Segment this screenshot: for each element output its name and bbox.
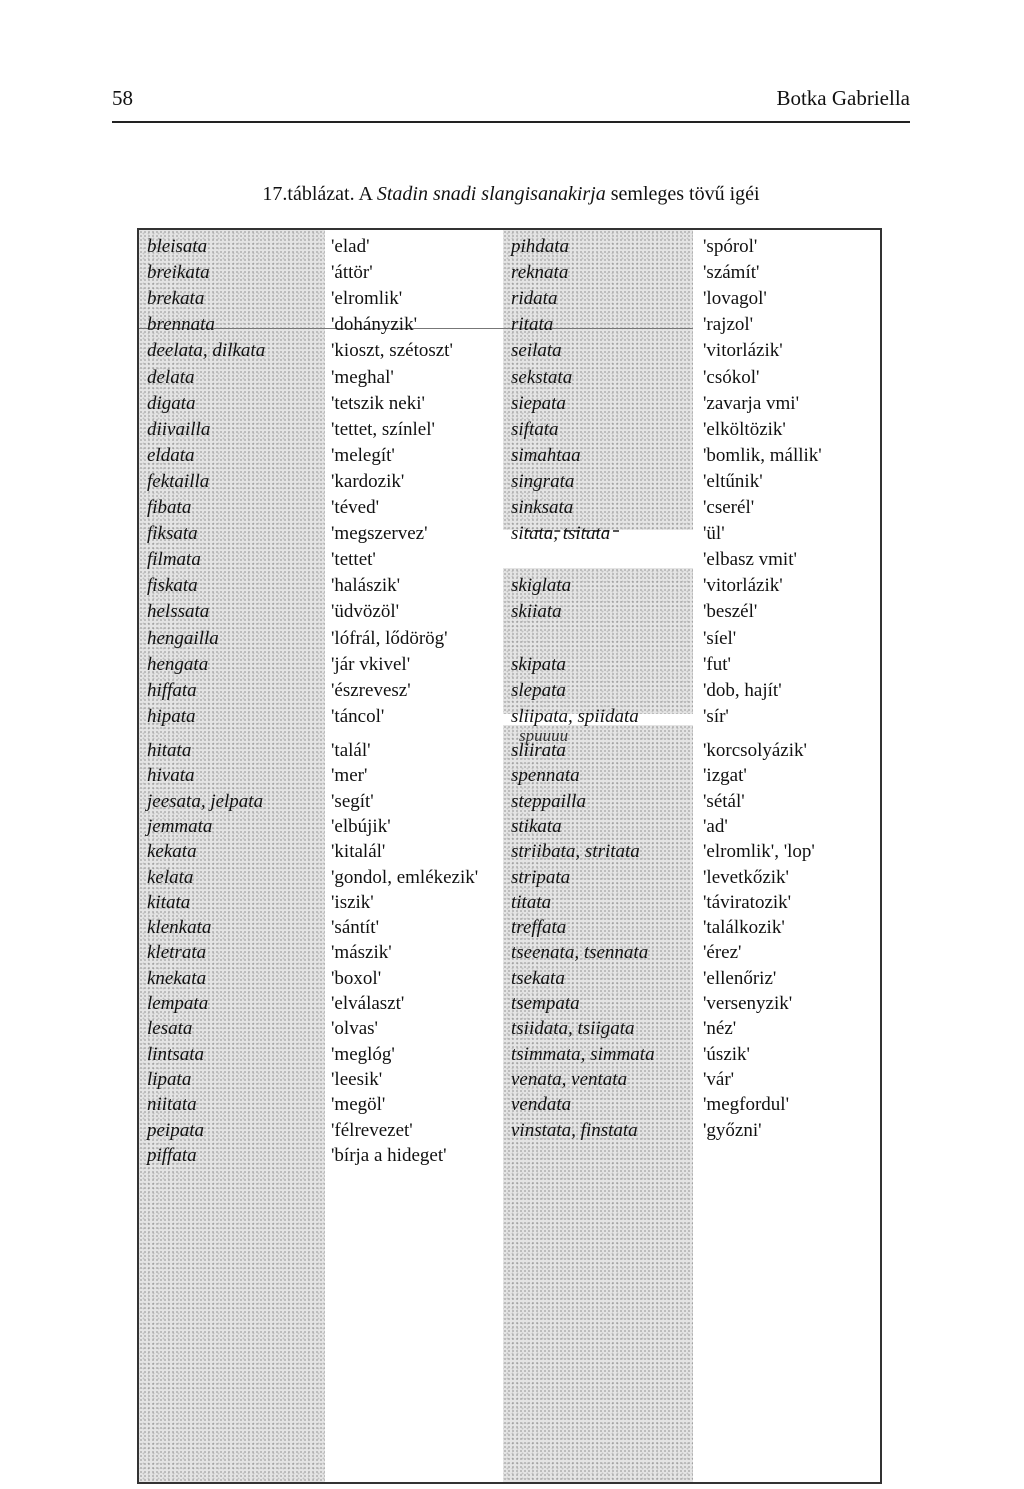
slang-verb: klenkata [147, 917, 212, 939]
verb-meaning: 'melegít' [331, 444, 395, 466]
verb-meaning: 'tetszik neki' [331, 392, 425, 414]
slang-verb: kekata [147, 841, 197, 863]
slang-verb: sinksata [511, 497, 574, 518]
slang-verb: brennata [147, 314, 215, 336]
verb-meaning: 'kitalál' [331, 841, 386, 863]
verb-meaning: 'dohányzik' [331, 314, 417, 336]
slang-verb: lempata [147, 993, 209, 1014]
slang-verb: kitata [147, 891, 191, 913]
verb-meaning: 'megszervez' [331, 523, 428, 545]
slang-verb: hipata [147, 705, 196, 727]
table-caption [112, 183, 910, 206]
slang-verb: vinstata, finstata [511, 1119, 638, 1141]
verb-meaning: 'úszik' [703, 1043, 750, 1065]
slang-verb: digata [147, 392, 196, 414]
slang-verb: lintsata [147, 1043, 205, 1065]
slang-verb: peipata [147, 1119, 204, 1141]
slang-verb: sliirata [511, 740, 566, 761]
verb-meaning: 'bomlik, mállik' [703, 444, 822, 466]
verb-meaning: 'téved' [331, 497, 379, 518]
slang-verb: tsiidata, tsiigata [511, 1018, 635, 1040]
verb-meaning: 'vár' [703, 1068, 735, 1090]
slang-verb: knekata [147, 967, 207, 989]
slang-verb: ridata [511, 288, 558, 310]
slang-verb: hengailla [147, 627, 219, 649]
slang-verb: ritata [511, 314, 554, 336]
verb-meaning: 'észrevesz' [331, 679, 411, 701]
verb-meaning: 'ellenőriz' [703, 967, 777, 989]
verb-meaning: 'meglóg' [331, 1043, 395, 1065]
slang-verb: stikata [511, 815, 562, 837]
slang-verb: brekata [147, 288, 205, 310]
verb-meaning: 'elbasz vmit' [703, 549, 797, 571]
verb-table [137, 228, 882, 1484]
caption-suffix: semleges tövű igéi [605, 183, 760, 205]
slang-verb: fibata [147, 497, 192, 518]
slang-verb: venata, ventata [511, 1068, 628, 1090]
slang-verb: reknata [511, 262, 569, 284]
verb-meaning: 'segít' [331, 790, 374, 812]
verb-meaning: 'iszik' [331, 891, 374, 913]
verb-meaning: 'számít' [703, 262, 760, 284]
slang-verb: fektailla [147, 470, 210, 492]
slang-verb: piffata [147, 1144, 197, 1166]
slang-verb: hengata [147, 653, 209, 675]
verb-meaning: 'lovagol' [703, 288, 767, 310]
slang-verb: pihdata [511, 236, 570, 257]
slang-verb: sekstata [511, 366, 573, 388]
verb-meaning: 'levetkőzik' [703, 866, 789, 888]
verb-meaning: 'boxol' [331, 967, 382, 989]
slang-verb: vendata [511, 1094, 572, 1116]
slang-verb: lipata [147, 1068, 192, 1090]
verb-meaning: 'ül' [703, 523, 725, 545]
page-header [112, 86, 910, 116]
slang-verb: steppailla [511, 790, 586, 812]
verb-meaning: 'elköltözik' [703, 418, 786, 440]
slang-verb: deelata, dilkata [147, 340, 266, 362]
slang-verb: striibata, stritata [511, 841, 640, 863]
overprint-fragment: spuuuu [519, 726, 569, 745]
slang-verb: skipata [511, 653, 566, 675]
slang-verb: hivata [147, 765, 195, 787]
verb-meaning: 'jár vkivel' [331, 653, 411, 675]
slang-verb: simahtaa [511, 444, 581, 466]
verb-meaning: 'megfordul' [703, 1094, 789, 1116]
slang-verb: tsempata [511, 993, 580, 1014]
verb-meaning: 'elbújik' [331, 815, 391, 837]
slang-verb: sitata, tsitata [511, 523, 611, 545]
caption-title: Stadin snadi slangisanakirja [376, 183, 606, 205]
verb-meaning: 'megöl' [331, 1094, 386, 1116]
verb-meaning: 'eltűnik' [703, 470, 763, 492]
slang-verb: seilata [511, 340, 562, 362]
verb-meaning: 'mászik' [331, 942, 392, 964]
verb-meaning: 'dob, hajít' [703, 679, 782, 701]
slang-verb: spennata [511, 765, 580, 787]
slang-verb: fiksata [147, 523, 198, 545]
slang-verb: filmata [147, 549, 201, 571]
slang-verb: diivailla [147, 418, 211, 440]
verb-meaning: 'érez' [703, 942, 742, 964]
slang-verb: tsimmata, simmata [511, 1043, 655, 1065]
slang-verb: stripata [511, 866, 571, 888]
verb-meaning: 'rajzol' [703, 314, 754, 336]
slang-verb: hitata [147, 740, 192, 761]
slang-verb: helssata [147, 601, 210, 623]
slang-verb: lesata [147, 1018, 193, 1040]
slang-verb: skiglata [511, 575, 572, 597]
slang-verb: fiskata [147, 575, 198, 597]
slang-verb: niitata [147, 1094, 197, 1116]
verb-meaning: 'versenyzik' [703, 993, 793, 1014]
slang-verb: siftata [511, 418, 559, 440]
verb-meaning: 'vitorlázik' [703, 340, 783, 362]
slang-verb: tsekata [511, 967, 565, 989]
verb-meaning: 'találkozik' [703, 917, 785, 939]
verb-meaning: 'elromlik', 'lop' [703, 841, 815, 863]
running-author: Botka Gabriella [776, 86, 910, 110]
verb-meaning: 'spórol' [703, 236, 758, 257]
verb-meaning: 'kioszt, szétoszt' [331, 340, 453, 362]
verb-meaning: 'bírja a hideget' [331, 1144, 447, 1166]
verb-meaning: 'táviratozik' [703, 891, 792, 913]
verb-meaning: 'izgat' [703, 765, 747, 787]
header-rule [112, 121, 910, 123]
slang-verb: jeesata, jelpata [147, 790, 264, 812]
verb-meaning: 'elválaszt' [331, 993, 405, 1014]
slang-verb: slepata [511, 679, 566, 701]
page-number: 58 [112, 86, 133, 110]
slang-verb: skiiata [511, 601, 562, 623]
verb-meaning: 'áttör' [331, 262, 373, 284]
slang-verb: treffata [511, 917, 567, 939]
slang-verb: titata [511, 891, 552, 913]
verb-meaning: 'vitorlázik' [703, 575, 783, 597]
verb-meaning: 'ad' [703, 815, 728, 837]
verb-meaning: 'leesik' [331, 1068, 383, 1090]
verb-meaning: 'elad' [331, 236, 370, 257]
slang-verb: jemmata [147, 815, 213, 837]
verb-meaning: 'gondol, emlékezik' [331, 866, 479, 888]
verb-meaning: 'mer' [331, 765, 368, 787]
slang-verb: breikata [147, 262, 210, 284]
slang-verb: kletrata [147, 942, 207, 964]
verb-meaning: 'félrevezet' [331, 1119, 413, 1141]
verb-meaning: 'csókol' [703, 366, 760, 388]
verb-meaning: 'üdvözöl' [331, 601, 400, 623]
verb-meaning: 'tettet, színlel' [331, 418, 435, 440]
slang-verb: sliipata, spiidata [511, 705, 639, 727]
verb-meaning: 'lófrál, lődörög' [331, 627, 448, 649]
slang-verb: delata [147, 366, 195, 388]
slang-verb: hiffata [147, 679, 197, 701]
slang-verb: bleisata [147, 236, 208, 257]
verb-meaning: 'beszél' [703, 601, 758, 623]
verb-meaning: 'zavarja vmi' [703, 392, 799, 414]
slang-verb: kelata [147, 866, 194, 888]
verb-meaning: 'sántít' [331, 917, 380, 939]
slang-verb: singrata [511, 470, 575, 492]
slang-verb: eldata [147, 444, 195, 466]
slang-verb: siepata [511, 392, 566, 414]
verb-meaning: 'meghal' [331, 366, 394, 388]
verb-meaning: 'táncol' [331, 705, 385, 727]
verb-meaning: 'sétál' [703, 790, 745, 812]
slang-verb: tseenata, tsennata [511, 942, 649, 964]
verb-meaning: 'kardozik' [331, 470, 405, 492]
verb-meaning: 'fut' [703, 653, 731, 675]
verb-meaning: 'cserél' [703, 497, 755, 518]
verb-meaning: 'talál' [331, 740, 371, 761]
caption-prefix: 17.táblázat. A [262, 183, 377, 205]
verb-meaning: 'győzni' [703, 1119, 762, 1141]
verb-meaning: 'korcsolyázik' [703, 740, 807, 761]
verb-meaning: 'tettet' [331, 549, 376, 571]
verb-meaning: 'halászik' [331, 575, 401, 597]
verb-meaning: 'elromlik' [331, 288, 403, 310]
verb-meaning: 'olvas' [331, 1018, 378, 1040]
verb-meaning: 'néz' [703, 1018, 737, 1040]
verb-meaning: 'síel' [703, 627, 737, 649]
verb-meaning: 'sír' [703, 705, 729, 727]
